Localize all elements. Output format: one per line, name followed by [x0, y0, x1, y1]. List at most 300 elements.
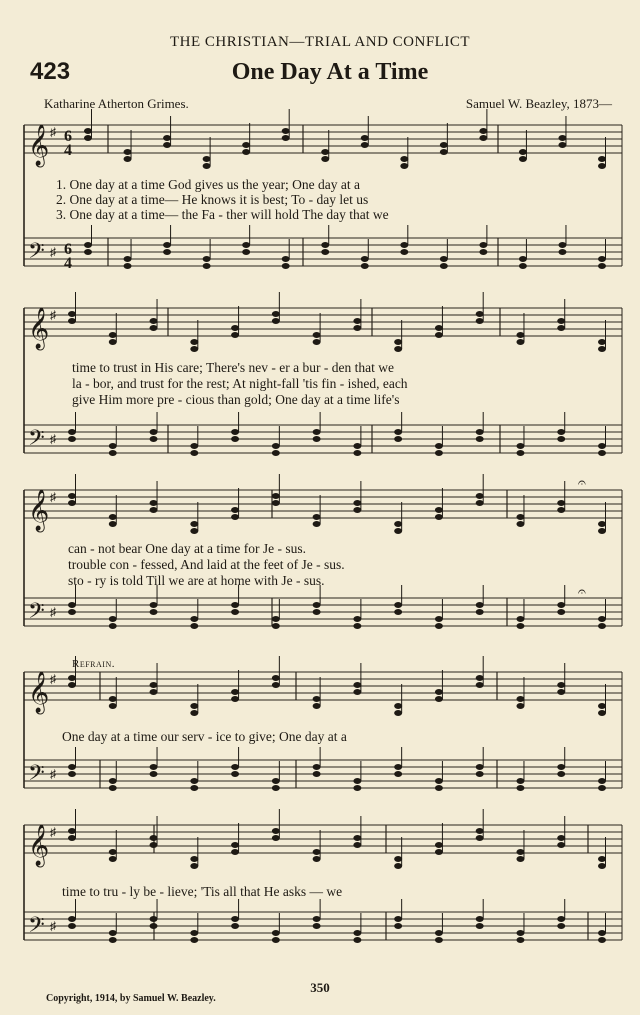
note-head	[150, 609, 158, 615]
note-head	[68, 429, 76, 435]
note-head	[313, 856, 321, 862]
bass-clef-icon: 𝄢	[28, 761, 45, 791]
system2-verse2: la - bor, and trust for the rest; At night-fall 'tis fin - ished, each	[72, 376, 408, 391]
note-head	[109, 623, 117, 629]
note-head	[516, 616, 524, 622]
note-head	[435, 325, 443, 331]
note-head	[150, 318, 158, 324]
note-head	[435, 930, 443, 936]
note-head	[272, 500, 280, 506]
note-head	[231, 923, 239, 929]
note-head	[282, 128, 290, 134]
note-head	[68, 682, 76, 688]
note-head	[163, 249, 171, 255]
note-head	[313, 916, 321, 922]
note-head	[272, 450, 280, 456]
note-head	[476, 682, 484, 688]
system2-verse3: give Him more pre - cious than gold; One day at a time life's	[72, 392, 400, 407]
note-head	[516, 514, 524, 520]
bass-clef-icon: 𝄢	[28, 239, 45, 269]
note-head	[313, 696, 321, 702]
note-head	[272, 778, 280, 784]
note-head	[435, 514, 443, 520]
note-head	[203, 256, 211, 262]
system3-verse3: sto - ry is told Till we are at home with Je - sus.	[68, 573, 325, 588]
sharp-icon: ♯	[50, 245, 56, 259]
note-head	[598, 710, 606, 716]
note-head	[150, 682, 158, 688]
hymn-title: One Day At a Time	[231, 59, 429, 85]
note-head	[68, 500, 76, 506]
note-head	[598, 623, 606, 629]
note-head	[84, 242, 92, 248]
note-head	[231, 842, 239, 848]
copyright: Copyright, 1914, by Samuel W. Beazley.	[46, 993, 216, 1004]
treble-clef-icon: 𝄞	[28, 125, 50, 166]
note-head	[272, 675, 280, 681]
note-head	[557, 689, 565, 695]
note-head	[598, 785, 606, 791]
note-head	[598, 863, 606, 869]
note-head	[313, 764, 321, 770]
note-head	[190, 785, 198, 791]
note-head	[435, 937, 443, 943]
note-head	[68, 771, 76, 777]
note-head	[313, 332, 321, 338]
system1-verse2: 2. One day at a time— He knows it is best; To - day let us	[56, 192, 369, 207]
note-head	[353, 450, 361, 456]
note-head	[394, 856, 402, 862]
bass-clef-icon: 𝄢	[28, 426, 45, 456]
note-head	[272, 937, 280, 943]
note-head	[231, 436, 239, 442]
note-head	[476, 311, 484, 317]
author-credit: Katharine Atherton Grimes.	[44, 96, 189, 111]
treble-clef-icon: 𝄞	[28, 672, 50, 713]
note-head	[476, 675, 484, 681]
note-head	[400, 156, 408, 162]
note-head	[394, 436, 402, 442]
note-head	[109, 785, 117, 791]
note-head	[400, 249, 408, 255]
note-head	[476, 493, 484, 499]
note-head	[190, 937, 198, 943]
note-head	[231, 602, 239, 608]
refrain-label: Refrain.	[72, 658, 115, 670]
note-head	[394, 916, 402, 922]
note-head	[190, 450, 198, 456]
note-head	[109, 339, 117, 345]
sharp-icon: ♯	[50, 308, 56, 322]
note-head	[557, 923, 565, 929]
note-head	[476, 602, 484, 608]
note-head	[313, 923, 321, 929]
note-head	[150, 764, 158, 770]
note-head	[598, 346, 606, 352]
note-head	[272, 493, 280, 499]
note-head	[150, 436, 158, 442]
note-head	[190, 623, 198, 629]
note-head	[242, 149, 250, 155]
note-head	[598, 156, 606, 162]
note-head	[231, 325, 239, 331]
note-head	[440, 263, 448, 269]
sharp-icon: ♯	[50, 919, 56, 933]
fermata-icon: 𝄐	[578, 585, 586, 600]
note-head	[68, 916, 76, 922]
note-head	[124, 263, 132, 269]
note-head	[150, 916, 158, 922]
note-head	[394, 764, 402, 770]
note-head	[150, 923, 158, 929]
note-head	[598, 450, 606, 456]
system1-verse1: 1. One day at a time God gives us the year; One day at a	[56, 177, 361, 192]
note-head	[231, 332, 239, 338]
note-head	[516, 778, 524, 784]
note-head	[479, 135, 487, 141]
note-head	[394, 528, 402, 534]
note-head	[394, 346, 402, 352]
note-head	[476, 436, 484, 442]
note-head	[435, 778, 443, 784]
sharp-icon: ♯	[50, 767, 56, 781]
note-head	[190, 521, 198, 527]
note-head	[68, 436, 76, 442]
note-head	[313, 436, 321, 442]
section-title: THE CHRISTIAN—TRIAL AND CONFLICT	[169, 34, 471, 50]
note-head	[124, 156, 132, 162]
note-head	[190, 339, 198, 345]
note-head	[394, 609, 402, 615]
note-head	[598, 163, 606, 169]
page-number: 350	[310, 980, 330, 995]
bass-clef-icon: 𝄢	[28, 913, 45, 943]
note-head	[435, 332, 443, 338]
note-head	[150, 835, 158, 841]
note-head	[394, 339, 402, 345]
note-head	[557, 500, 565, 506]
note-head	[394, 863, 402, 869]
note-head	[476, 429, 484, 435]
note-head	[558, 142, 566, 148]
note-head	[109, 450, 117, 456]
note-head	[353, 616, 361, 622]
note-head	[557, 318, 565, 324]
note-head	[557, 771, 565, 777]
refrain-line2: time to tru - ly be - lieve; 'Tis all that He asks — we	[62, 884, 343, 899]
note-head	[476, 835, 484, 841]
note-head	[190, 710, 198, 716]
note-head	[394, 602, 402, 608]
note-head	[109, 937, 117, 943]
system1-verse3: 3. One day at a time— the Fa - ther will hold The day that we	[56, 207, 389, 222]
note-head	[68, 493, 76, 499]
note-head	[231, 771, 239, 777]
note-head	[163, 242, 171, 248]
note-head	[476, 500, 484, 506]
note-head	[242, 142, 250, 148]
note-head	[479, 242, 487, 248]
treble-clef-icon: 𝄞	[28, 308, 50, 349]
note-head	[313, 339, 321, 345]
note-head	[242, 249, 250, 255]
note-head	[361, 135, 369, 141]
fermata-icon: 𝄐	[578, 476, 586, 491]
note-head	[190, 856, 198, 862]
note-head	[557, 682, 565, 688]
note-head	[598, 616, 606, 622]
note-head	[598, 930, 606, 936]
note-head	[516, 696, 524, 702]
note-head	[353, 930, 361, 936]
note-head	[190, 930, 198, 936]
note-head	[321, 249, 329, 255]
note-head	[598, 339, 606, 345]
note-head	[163, 135, 171, 141]
sharp-icon: ♯	[50, 490, 56, 504]
note-head	[84, 135, 92, 141]
note-head	[231, 689, 239, 695]
note-head	[435, 450, 443, 456]
note-head	[361, 142, 369, 148]
note-head	[435, 696, 443, 702]
note-head	[435, 689, 443, 695]
note-head	[598, 443, 606, 449]
note-head	[272, 930, 280, 936]
note-head	[394, 429, 402, 435]
note-head	[519, 263, 527, 269]
note-head	[557, 602, 565, 608]
note-head	[353, 318, 361, 324]
note-head	[109, 332, 117, 338]
note-head	[231, 514, 239, 520]
note-head	[557, 916, 565, 922]
note-head	[598, 856, 606, 862]
note-head	[109, 521, 117, 527]
sharp-icon: ♯	[50, 672, 56, 686]
note-head	[519, 149, 527, 155]
note-head	[557, 842, 565, 848]
note-head	[272, 623, 280, 629]
note-head	[231, 849, 239, 855]
note-head	[598, 778, 606, 784]
note-head	[313, 429, 321, 435]
note-head	[272, 443, 280, 449]
system3-verse2: trouble con - fessed, And laid at the feet of Je - sus.	[68, 557, 345, 572]
note-head	[313, 771, 321, 777]
note-head	[516, 937, 524, 943]
note-head	[190, 703, 198, 709]
note-head	[361, 263, 369, 269]
note-head	[557, 609, 565, 615]
note-head	[109, 514, 117, 520]
note-head	[361, 256, 369, 262]
note-head	[476, 609, 484, 615]
note-head	[272, 828, 280, 834]
note-head	[598, 528, 606, 534]
note-head	[435, 623, 443, 629]
note-head	[313, 602, 321, 608]
note-head	[516, 450, 524, 456]
note-head	[272, 311, 280, 317]
note-head	[400, 163, 408, 169]
note-head	[558, 242, 566, 248]
note-head	[231, 764, 239, 770]
note-head	[394, 521, 402, 527]
note-head	[231, 696, 239, 702]
note-head	[557, 436, 565, 442]
note-head	[231, 507, 239, 513]
note-head	[242, 242, 250, 248]
hymn-number: 423	[30, 58, 71, 85]
note-head	[516, 856, 524, 862]
note-head	[282, 256, 290, 262]
note-head	[440, 256, 448, 262]
treble-clef-icon: 𝄞	[28, 825, 50, 866]
sharp-icon: ♯	[50, 605, 56, 619]
time-signature-bottom: 4	[64, 142, 72, 159]
note-head	[557, 507, 565, 513]
note-head	[353, 443, 361, 449]
note-head	[203, 156, 211, 162]
note-head	[598, 703, 606, 709]
note-head	[109, 696, 117, 702]
note-head	[150, 602, 158, 608]
note-head	[353, 623, 361, 629]
note-head	[231, 429, 239, 435]
sharp-icon: ♯	[50, 125, 56, 139]
note-head	[68, 828, 76, 834]
note-head	[435, 842, 443, 848]
note-head	[516, 521, 524, 527]
note-head	[516, 339, 524, 345]
note-head	[557, 764, 565, 770]
note-head	[598, 256, 606, 262]
note-head	[557, 429, 565, 435]
note-head	[109, 443, 117, 449]
note-head	[150, 325, 158, 331]
note-head	[272, 318, 280, 324]
note-head	[109, 778, 117, 784]
note-head	[516, 930, 524, 936]
note-head	[353, 842, 361, 848]
note-head	[435, 616, 443, 622]
note-head	[394, 771, 402, 777]
note-head	[190, 443, 198, 449]
note-head	[282, 263, 290, 269]
note-head	[321, 156, 329, 162]
note-head	[150, 842, 158, 848]
refrain-line1: One day at a time our serv - ice to give; One day at a	[62, 729, 347, 744]
note-head	[203, 163, 211, 169]
note-head	[321, 242, 329, 248]
note-head	[557, 325, 565, 331]
sharp-icon: ♯	[50, 825, 56, 839]
note-head	[353, 500, 361, 506]
note-head	[68, 602, 76, 608]
note-head	[109, 930, 117, 936]
note-head	[516, 849, 524, 855]
note-head	[150, 689, 158, 695]
note-head	[519, 256, 527, 262]
note-head	[353, 507, 361, 513]
note-head	[598, 263, 606, 269]
note-head	[400, 242, 408, 248]
note-head	[313, 849, 321, 855]
note-head	[203, 263, 211, 269]
note-head	[68, 311, 76, 317]
note-head	[435, 507, 443, 513]
note-head	[557, 835, 565, 841]
note-head	[272, 682, 280, 688]
note-head	[272, 835, 280, 841]
note-head	[190, 528, 198, 534]
note-head	[272, 616, 280, 622]
note-head	[516, 623, 524, 629]
note-head	[84, 249, 92, 255]
note-head	[109, 856, 117, 862]
note-head	[516, 443, 524, 449]
note-head	[272, 785, 280, 791]
note-head	[68, 609, 76, 615]
note-head	[68, 675, 76, 681]
time-signature-top: 6	[64, 241, 72, 258]
note-head	[476, 318, 484, 324]
note-head	[516, 332, 524, 338]
note-head	[519, 156, 527, 162]
note-head	[435, 785, 443, 791]
note-head	[516, 703, 524, 709]
note-head	[440, 142, 448, 148]
note-head	[598, 937, 606, 943]
note-head	[476, 764, 484, 770]
composer-credit: Samuel W. Beazley, 1873—	[465, 96, 612, 111]
note-head	[353, 689, 361, 695]
note-head	[435, 443, 443, 449]
sharp-icon: ♯	[50, 432, 56, 446]
note-head	[476, 771, 484, 777]
system3-verse1: can - not bear One day at a time for Je - sus.	[68, 541, 307, 556]
time-signature-bottom: 4	[64, 255, 72, 272]
note-head	[476, 828, 484, 834]
time-signature-top: 6	[64, 128, 72, 145]
note-head	[190, 778, 198, 784]
note-head	[394, 703, 402, 709]
note-head	[231, 609, 239, 615]
note-head	[558, 249, 566, 255]
note-head	[282, 135, 290, 141]
note-head	[435, 849, 443, 855]
note-head	[598, 521, 606, 527]
system2-verse1: time to trust in His care; There's nev - er a bur - den that we	[72, 360, 394, 375]
note-head	[479, 128, 487, 134]
note-head	[190, 616, 198, 622]
note-head	[353, 785, 361, 791]
note-head	[150, 507, 158, 513]
note-head	[190, 863, 198, 869]
note-head	[394, 710, 402, 716]
note-head	[394, 923, 402, 929]
note-head	[231, 916, 239, 922]
note-head	[353, 937, 361, 943]
note-head	[109, 616, 117, 622]
note-head	[313, 609, 321, 615]
note-head	[150, 771, 158, 777]
note-head	[476, 923, 484, 929]
note-head	[68, 764, 76, 770]
bass-clef-icon: 𝄢	[28, 599, 45, 629]
note-head	[353, 778, 361, 784]
